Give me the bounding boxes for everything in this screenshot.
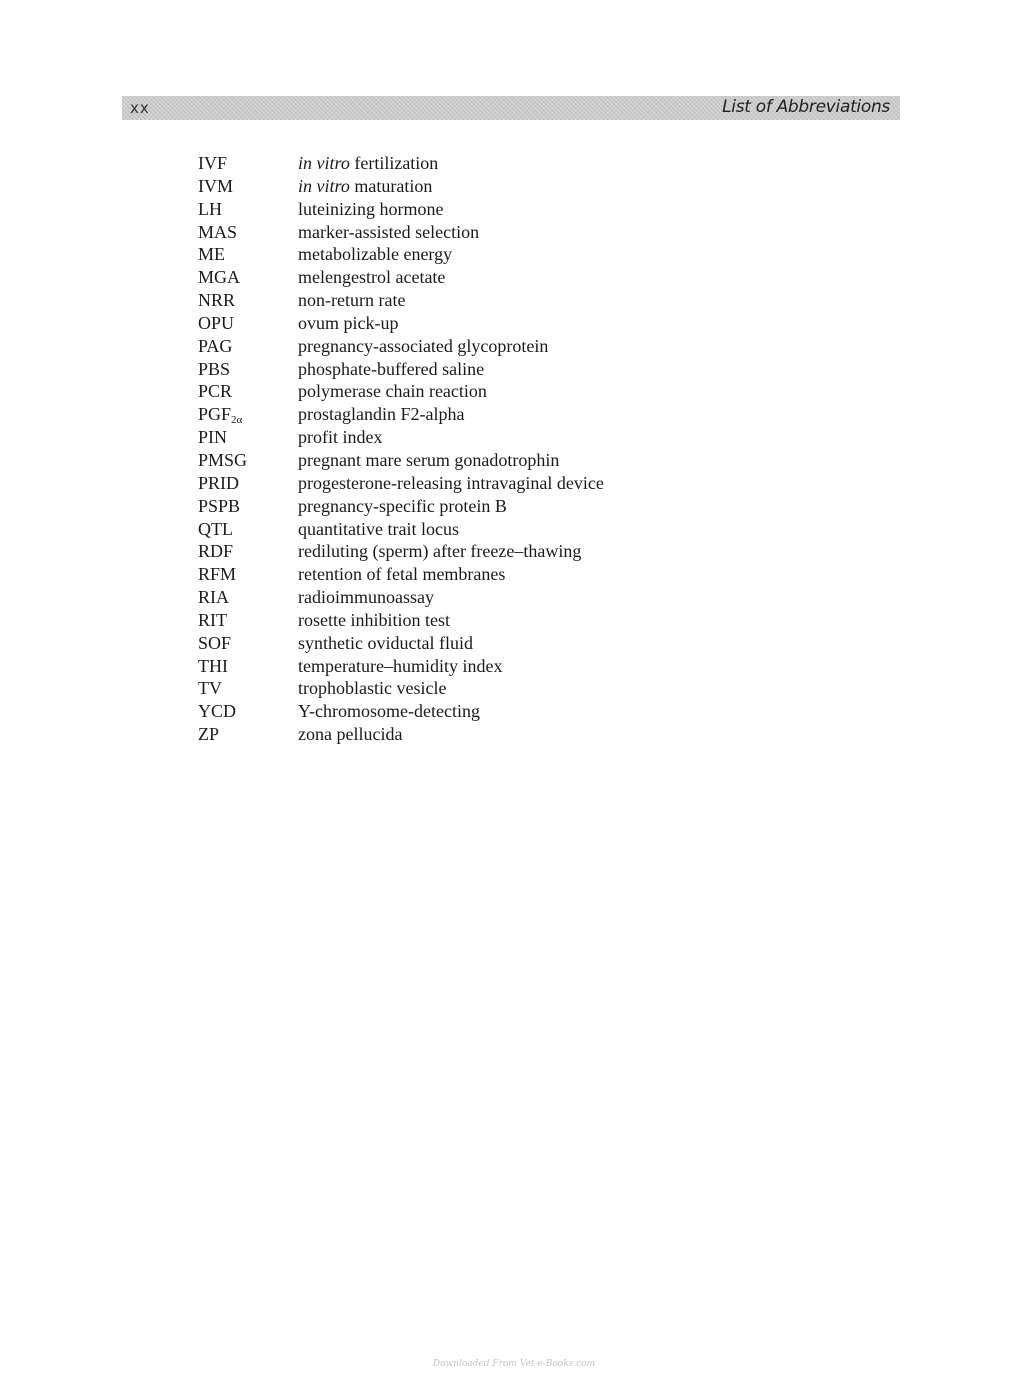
abbreviation-definition-text: trophoblastic vesicle — [298, 678, 447, 699]
abbreviation-row — [198, 175, 604, 198]
abbreviation-term — [198, 358, 298, 380]
abbreviation-definition — [298, 495, 507, 517]
abbreviation-definition-text: ovum pick-up — [298, 312, 399, 333]
abbreviation-row — [198, 243, 604, 266]
abbreviation-row — [198, 518, 604, 541]
abbreviation-term-text: ZP — [198, 724, 220, 745]
abbreviation-term — [198, 289, 298, 311]
abbreviation-definition-italic: in vitro — [298, 175, 350, 196]
abbreviation-definition-text: temperature–humidity index — [298, 655, 503, 676]
abbreviation-definition — [298, 449, 559, 471]
abbreviation-definition-text: prostaglandin F2-alpha — [298, 404, 465, 425]
abbreviation-row — [198, 289, 604, 312]
abbreviation-definition-text: profit index — [298, 427, 383, 448]
abbreviation-definition — [298, 632, 473, 654]
abbreviation-definition-text: maturation — [349, 175, 433, 196]
abbreviation-definition-text: synthetic oviductal fluid — [298, 632, 473, 653]
abbreviation-definition-text: zona pellucida — [298, 724, 403, 745]
abbreviation-definition — [298, 266, 445, 288]
abbreviation-term-text: RIA — [198, 587, 229, 608]
abbreviation-row — [198, 380, 604, 403]
abbreviation-definition — [298, 221, 479, 243]
running-header-bar — [122, 96, 900, 120]
abbreviation-definition-text: fertilization — [349, 153, 439, 173]
abbreviation-term — [198, 449, 298, 471]
abbreviation-term-text: RFM — [198, 564, 237, 585]
abbreviation-term-text: PCR — [198, 381, 233, 402]
abbreviation-definition — [298, 426, 382, 448]
abbreviation-term — [198, 518, 298, 540]
abbreviation-definition-text: luteinizing hormone — [298, 198, 444, 219]
abbreviation-definition-text: rosette inhibition test — [298, 609, 450, 630]
abbreviation-row — [198, 586, 604, 609]
abbreviation-definition — [298, 472, 604, 494]
abbreviation-definition — [298, 335, 548, 357]
footer-watermark: Downloaded From Vet-e-Books.com — [432, 1359, 596, 1369]
abbreviation-row — [198, 700, 604, 723]
abbreviation-row — [198, 495, 604, 518]
abbreviation-definition-text: pregnancy-associated glycoprotein — [298, 335, 549, 356]
abbreviation-term — [198, 472, 298, 494]
abbreviation-definition — [298, 243, 452, 265]
abbreviation-term-text: IVF — [198, 153, 228, 173]
abbreviation-definition-text: polymerase chain reaction — [298, 381, 487, 402]
abbreviation-term-text: THI — [198, 655, 228, 676]
abbreviation-row — [198, 723, 604, 746]
abbreviation-definition-text: pregnant mare serum gonadotrophin — [298, 449, 560, 470]
abbreviation-definition-text: metabolizable energy — [298, 244, 453, 265]
abbreviation-definition — [298, 700, 480, 722]
abbreviation-term-text: SOF — [198, 632, 232, 653]
abbreviation-definition-text: retention of fetal membranes — [298, 564, 506, 585]
abbreviation-term-text: NRR — [198, 290, 236, 311]
abbreviation-term — [198, 655, 298, 677]
abbreviation-term-text: PAG — [198, 335, 233, 356]
abbreviation-definition-text: progesterone-releasing intravaginal device — [298, 472, 604, 493]
abbreviation-row — [198, 358, 604, 381]
abbreviation-term-text: PSPB — [198, 495, 241, 516]
page-number: xx — [130, 99, 150, 117]
abbreviation-definition — [298, 563, 505, 585]
abbreviation-row — [198, 198, 604, 221]
abbreviation-row — [198, 312, 604, 335]
abbreviation-term-subscript: 2α — [231, 414, 243, 427]
abbreviation-definition — [298, 403, 464, 425]
abbreviation-term — [198, 563, 298, 585]
abbreviation-term-text: MAS — [198, 221, 238, 242]
abbreviation-definition — [298, 518, 459, 540]
abbreviation-term-text: RIT — [198, 609, 227, 630]
abbreviation-term — [198, 632, 298, 654]
abbreviation-row — [198, 335, 604, 358]
abbreviation-term — [198, 380, 298, 402]
abbreviation-definition-text: quantitative trait locus — [298, 518, 459, 539]
running-head-title: List of Abbreviations — [722, 97, 890, 117]
abbreviation-row — [198, 677, 604, 700]
abbreviation-term — [198, 586, 298, 608]
abbreviation-row — [198, 449, 604, 472]
abbreviation-term — [198, 540, 298, 562]
abbreviation-definition-text: rediluting (sperm) after freeze–thawing — [298, 541, 582, 562]
abbreviation-term — [198, 312, 298, 334]
abbreviation-term — [198, 243, 298, 265]
abbreviation-term — [198, 677, 298, 699]
abbreviation-definition-text: phosphate-buffered saline — [298, 358, 485, 379]
abbreviation-term-text: LH — [198, 198, 222, 219]
abbreviation-row — [198, 632, 604, 655]
abbreviation-definition-text: melengestrol acetate — [298, 267, 446, 288]
abbreviation-term-text: PMSG — [198, 449, 248, 470]
abbreviation-term-text: TV — [198, 678, 222, 699]
abbreviation-definition — [298, 609, 450, 631]
abbreviation-row — [198, 266, 604, 289]
abbreviation-term-text: MGA — [198, 267, 241, 288]
abbreviation-term — [198, 266, 298, 288]
abbreviation-definition — [298, 198, 443, 220]
abbreviation-term — [198, 175, 298, 197]
abbreviation-term-text: PBS — [198, 358, 231, 379]
abbreviation-row — [198, 472, 604, 495]
abbreviation-definition-italic: in vitro — [298, 153, 350, 173]
abbreviation-definition-text: marker-assisted selection — [298, 221, 480, 242]
abbreviation-term — [198, 335, 298, 357]
abbreviation-row — [198, 609, 604, 632]
abbreviation-row — [198, 152, 604, 175]
abbreviation-term-text: OPU — [198, 312, 235, 333]
abbreviation-definition — [298, 312, 399, 334]
abbreviation-term — [198, 426, 298, 448]
abbreviation-definition-text: Y-chromosome-detecting — [298, 701, 480, 722]
abbreviation-definition — [298, 586, 434, 608]
abbreviation-row — [198, 426, 604, 449]
abbreviation-term-text: QTL — [198, 518, 233, 539]
abbreviation-term — [198, 152, 298, 174]
abbreviation-term-text: IVM — [198, 175, 233, 196]
abbreviation-row — [198, 221, 604, 244]
abbreviation-definition — [298, 175, 432, 197]
abbreviation-row — [198, 655, 604, 678]
abbreviation-term-text: PGF — [198, 404, 232, 425]
abbreviation-term-text: PRID — [198, 472, 240, 493]
abbreviation-definition — [298, 152, 438, 174]
abbreviation-definition-text: pregnancy-specific protein B — [298, 495, 507, 516]
abbreviation-definition — [298, 289, 405, 311]
abbreviation-term-text: YCD — [198, 701, 237, 722]
abbreviation-term — [198, 198, 298, 220]
abbreviation-definition-text: radioimmunoassay — [298, 587, 434, 608]
abbreviation-definition-text: non-return rate — [298, 290, 406, 311]
abbreviation-term-text: ME — [198, 244, 225, 265]
abbreviation-term — [198, 609, 298, 631]
abbreviation-definition — [298, 358, 484, 380]
abbreviation-definition — [298, 540, 581, 562]
abbreviation-term — [198, 700, 298, 722]
abbreviation-row — [198, 403, 604, 426]
abbreviation-list — [198, 152, 604, 746]
abbreviation-definition — [298, 677, 446, 699]
abbreviation-definition — [298, 380, 487, 402]
abbreviation-row — [198, 563, 604, 586]
abbreviation-term — [198, 495, 298, 517]
abbreviation-definition — [298, 723, 402, 745]
abbreviation-term — [198, 723, 298, 745]
abbreviation-term — [198, 221, 298, 243]
abbreviation-definition — [298, 655, 502, 677]
abbreviation-row — [198, 540, 604, 563]
abbreviation-term-text: RDF — [198, 541, 234, 562]
abbreviation-term-text: PIN — [198, 427, 228, 448]
